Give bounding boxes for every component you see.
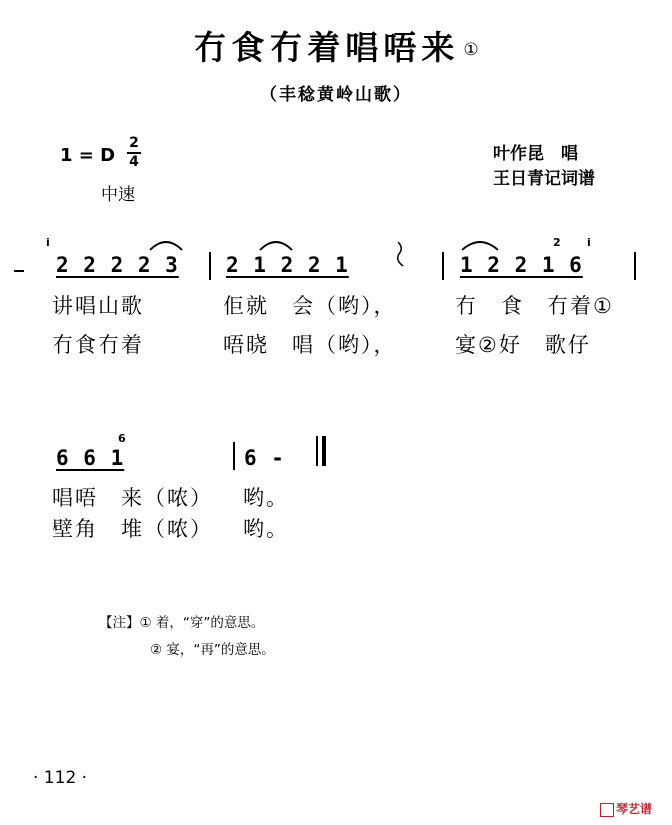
lyric-line-2b: 唔晓 唱（哟）， [223,333,397,357]
grace-note: i [46,236,50,249]
measure-3-notes: 1 2 2 1 6 [460,253,583,277]
barline [634,252,636,280]
lyric-line-1c: 冇 食 冇着① [455,294,614,318]
song-title [0,22,672,69]
grace-note: 6 [118,432,126,445]
time-signature-top: 2 [129,135,139,151]
measure-4-notes: 6 6 1 [56,446,125,470]
key-signature: 1 = D [60,145,116,166]
barline [233,442,235,470]
slur [460,236,500,252]
time-signature [127,136,141,170]
song-subtitle: （丰稔黄岭山歌） [260,85,412,105]
lyric-line-3a: 唱唔 来（哝） [52,486,213,510]
grace-note: 2 [553,236,561,249]
song-title-text: 冇食冇着唱唔来 [193,28,460,67]
glissando-mark [396,240,406,268]
measure-5-notes: 6 - [244,446,285,470]
barline [442,252,444,280]
singer-credit: 叶作昆 唱 [493,144,578,164]
measure-2-notes: 2 1 2 2 1 [226,253,349,277]
lyric-line-4b: 哟。 [243,517,289,541]
page-number: · 112 · [33,768,88,788]
grace-note: i [587,236,591,249]
final-barline-thin [316,436,318,466]
lyric-line-1b: 佢就 会（哟）， [223,294,397,318]
final-barline-thick [322,436,326,466]
recorder-credit: 王日青记词谱 [493,169,595,189]
logo-icon [600,803,614,817]
annotation-label: 【注】 [99,615,140,631]
lyric-line-2c: 宴②好 歌仔 [455,333,591,357]
slur [258,236,294,252]
time-signature-bottom: 4 [129,154,139,170]
lyric-line-3b: 哟。 [243,486,289,510]
watermark-logo: 琴艺谱 [600,800,652,817]
measure-1-notes: 2 2 2 2 3 [56,253,179,277]
lyric-line-1a: 讲唱山歌 [52,294,144,318]
barline [209,252,211,280]
margin-tick [14,270,24,272]
lyric-line-2a: 冇食冇着 [52,333,144,357]
title-footnote-marker: ① [463,39,479,60]
annotation-2: ② 宴，“再”的意思。 [150,642,275,658]
tempo-marking: 中速 [101,185,135,205]
slur [148,236,184,252]
lyric-line-4a: 壁角 堆（哝） [52,517,213,541]
annotation-1: 【注】① 着，“穿”的意思。 [99,615,265,631]
